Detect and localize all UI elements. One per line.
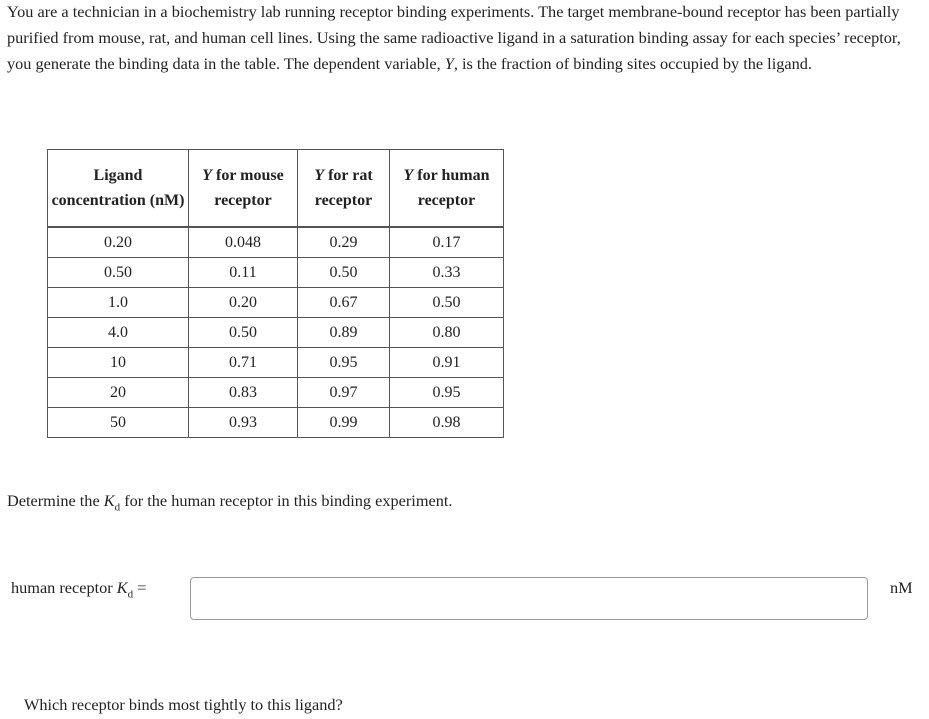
- cell-concentration: 50: [48, 408, 189, 438]
- cell-rat: 0.95: [298, 348, 390, 378]
- kd-unit-label: nM: [890, 578, 913, 597]
- kd-answer-label: human receptor $K_d$ =: [11, 578, 147, 601]
- intro-text-after: , is the fraction of binding sites occupied by the ligand.: [453, 54, 812, 73]
- header-rat: Y for rat receptor: [298, 150, 390, 228]
- kd-question: Determine the $K_d$ for the human receptor in this binding experiment.: [7, 491, 453, 514]
- header-human: Y for human receptor: [390, 150, 504, 228]
- cell-rat: 0.29: [298, 227, 390, 258]
- cell-mouse: 0.11: [189, 258, 298, 288]
- cell-concentration: 0.50: [48, 258, 189, 288]
- cell-mouse: 0.93: [189, 408, 298, 438]
- cell-rat: 0.99: [298, 408, 390, 438]
- subscript-d: d: [127, 588, 134, 601]
- cell-human: 0.91: [390, 348, 504, 378]
- header-ligand-concentration: Ligand concentration (nM): [48, 150, 189, 228]
- kd-answer-input[interactable]: [190, 577, 868, 620]
- cell-mouse: 0.83: [189, 378, 298, 408]
- cell-concentration: 4.0: [48, 318, 189, 348]
- table-row: [48, 408, 504, 438]
- binding-data-table: [47, 149, 504, 438]
- cell-concentration: 0.20: [48, 227, 189, 258]
- cell-mouse: 0.048: [189, 227, 298, 258]
- table-row: [48, 378, 504, 408]
- variable-y: Y: [444, 54, 454, 73]
- cell-human: 0.17: [390, 227, 504, 258]
- variable-k: K: [116, 578, 128, 597]
- table-row: [48, 318, 504, 348]
- table-row: [48, 348, 504, 378]
- header-mouse: Y for mouse receptor: [189, 150, 298, 228]
- cell-concentration: 10: [48, 348, 189, 378]
- cell-concentration: 20: [48, 378, 189, 408]
- table-row: [48, 258, 504, 288]
- cell-rat: 0.67: [298, 288, 390, 318]
- cell-mouse: 0.50: [189, 318, 298, 348]
- cell-concentration: 1.0: [48, 288, 189, 318]
- intro-text-before: You are a technician in a biochemistry lab running receptor binding experiments. The target membrane-bound receptor has been partially purified from mouse, rat, and human cell lines. Using the same radioactive ligand in a saturation binding assay for each species’ receptor, you generate the binding data in the table. The dependent variable,: [7, 2, 901, 73]
- cell-human: 0.95: [390, 378, 504, 408]
- tightest-binding-question: Which receptor binds most tightly to this ligand?: [24, 695, 343, 714]
- cell-human: 0.33: [390, 258, 504, 288]
- cell-rat: 0.97: [298, 378, 390, 408]
- cell-rat: 0.89: [298, 318, 390, 348]
- problem-statement: [7, 0, 923, 77]
- cell-rat: 0.50: [298, 258, 390, 288]
- cell-human: 0.80: [390, 318, 504, 348]
- variable-k: K: [103, 491, 115, 510]
- table-header-row: [48, 150, 504, 228]
- subscript-d: d: [114, 501, 121, 514]
- cell-mouse: 0.71: [189, 348, 298, 378]
- table-row: [48, 227, 504, 258]
- table-row: [48, 288, 504, 318]
- cell-human: 0.98: [390, 408, 504, 438]
- cell-mouse: 0.20: [189, 288, 298, 318]
- cell-human: 0.50: [390, 288, 504, 318]
